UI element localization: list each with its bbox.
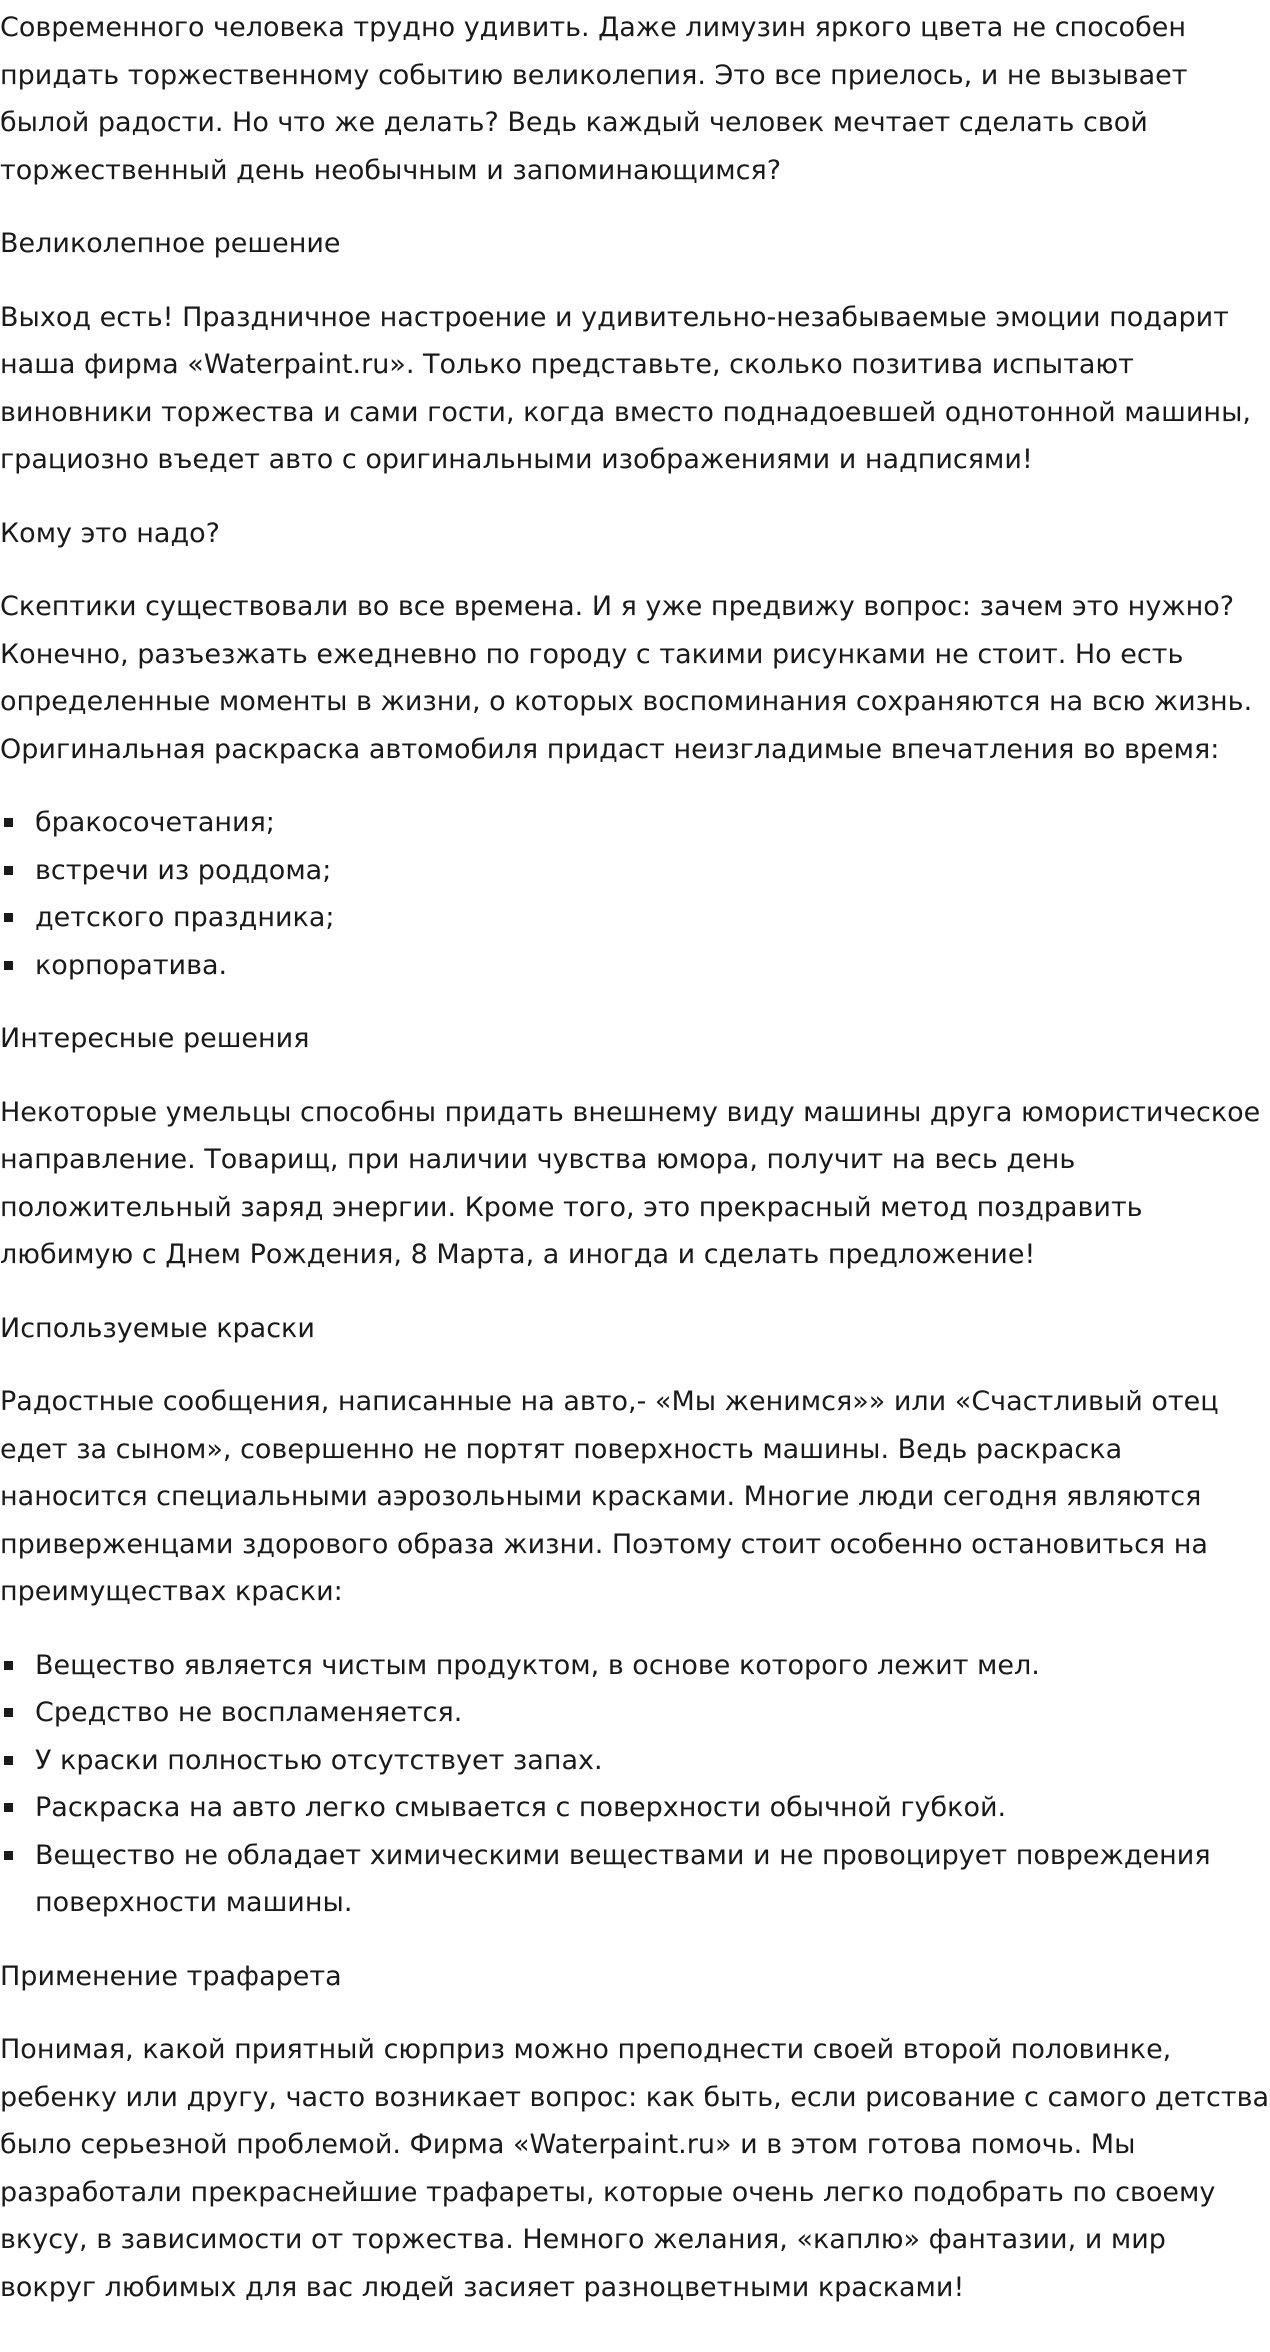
list-item [0,1832,1270,1927]
list-item [0,894,1270,942]
interesting-paragraph: Некоторые умельцы способны придать внешнему виду машины друга юмористическое направление. Товарищ, при наличии чувства юмора, получит на весь день положительный заряд энергии. Кроме того, это прекрасный метод поздравить любимую с Днем Рождения, 8 Марта, а иногда и сделать предложение! [0,1096,1261,1270]
list-item-text: Средство не воспламеняется. [35,1697,463,1728]
solution-paragraph: Выход есть! Праздничное настроение и удивительно-незабываемые эмоции подарит наша фирма «Waterpaint.ru». Только представьте, сколько позитива испытают виновники торжества и сами гости, когда вместо поднадоевшей однотонной машины, грациозно въедет авто с оригинальными изображениями и надписями! [0,301,1251,475]
list-item-text: У краски полностью отсутствует запах. [35,1744,603,1776]
list-item [0,1784,1270,1832]
section-heading-solution: Великолепное решение [0,228,341,259]
list-item-text: детского праздника; [35,902,335,933]
list-item-text: Вещество не обладает химическими веществами и не провоцирует повреждения поверхности машины. [35,1839,1211,1918]
list-item-text: Вещество является чистым продуктом, в основе которого лежит мел. [35,1649,1040,1681]
list-item [0,1642,1270,1690]
occasions-list [0,799,1270,989]
list-item [0,847,1270,895]
list-item-text: бракосочетания; [35,807,275,838]
list-item [0,1737,1270,1785]
list-item-text: встречи из роддома; [35,854,332,886]
list-item [0,942,1270,990]
stencil-paragraph: Понимая, какой приятный сюрприз можно преподнести своей второй половинке, ребенку или другу, часто возникает вопрос: как быть, если рисование с самого детства было серьезной проблемой. Фирма «Waterpaint.ru» и в этом готова помочь. Мы разработали прекраснейшие трафареты, которые очень легко подобрать по своему вкусу, в зависимости от торжества. Немного желания, «каплю» фантазии, и мир вокруг любимых для вас людей засияет разноцветными красками! [0,2034,1270,2303]
list-item-text: корпоратива. [35,949,228,981]
list-item [0,1689,1270,1737]
section-heading-interesting: Интересные решения [0,1023,310,1054]
section-heading-paints: Используемые краски [0,1312,315,1344]
paint-benefits-list [0,1642,1270,1927]
list-item-text: Раскраска на авто легко смывается с поверхности обычной губкой. [35,1792,1007,1823]
section-heading-who-needs: Кому это надо? [0,517,220,549]
section-heading-stencil: Применение трафарета [0,1960,342,1992]
intro-paragraph: Современного человека трудно удивить. Даже лимузин яркого цвета не способен придать торжественному событию великолепия. Это все приелось, и не вызывает былой радости. Но что же делать? Ведь каждый человек мечтает сделать свой торжественный день необычным и запоминающимся? [0,12,1188,186]
who-needs-paragraph: Скептики существовали во все времена. И я уже предвижу вопрос: зачем это нужно? Конечно, разъезжать ежедневно по городу с такими рисунками не стоит. Но есть определенные моменты в жизни, о которых воспоминания сохраняются на всю жизнь. Оригинальная раскраска автомобиля придаст неизгладимые впечатления во время: [0,591,1253,765]
list-item [0,799,1270,847]
paints-paragraph: Радостные сообщения, написанные на авто,- «Мы женимся»» или «Счастливый отец едет за сыном», совершенно не портят поверхность машины. Ведь раскраска наносится специальными аэрозольными красками. Многие люди сегодня являются приверженцами здорового образа жизни. Поэтому стоит особенно остановиться на преимуществах краски: [0,1386,1219,1607]
